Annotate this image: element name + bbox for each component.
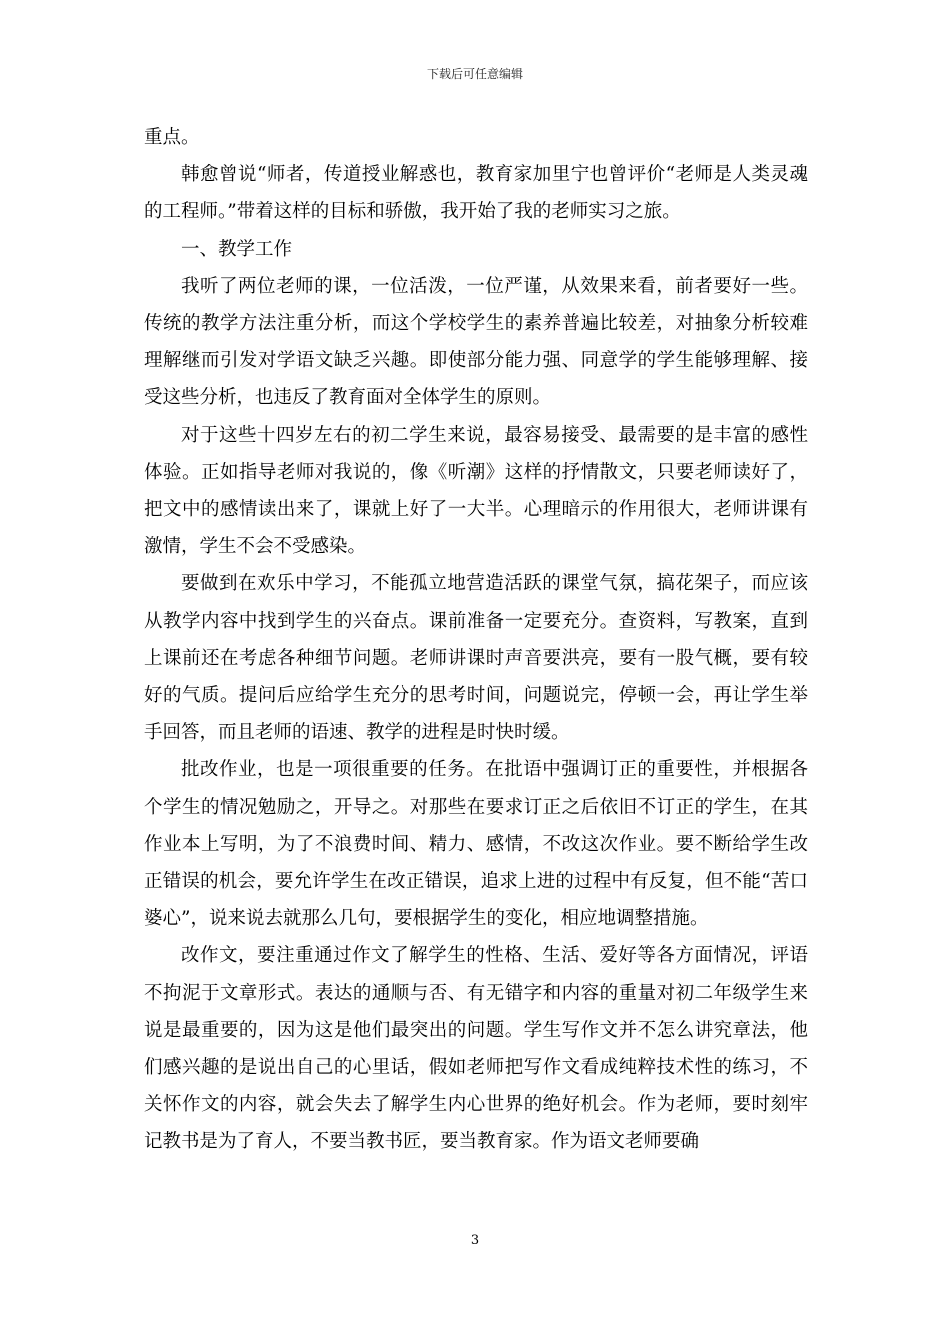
paragraph: 改作文，要注重通过作文了解学生的性格、生活、爱好等各方面情况，评语不拘泥于文章形式。表达的通顺与否、有无错字和内容的重量对初二年级学生来说是最重要的，因为这是他们最突出的问题。学生写作文并不怎么讲究章法，他们感兴趣的是说出自己的心里话，假如老师把写作文看成纯粹技术性的练习，不关怀作文的内容，就会失去了解学生内心世界的绝好机会。作为老师，要时刻牢记教书是为了育人，不要当教书匠，要当教育家。作为语文老师要确 bbox=[144, 945, 808, 1153]
paragraph: 我听了两位老师的课，一位活泼，一位严谨，从效果来看，前者要好一些。传统的教学方法注重分析，而这个学校学生的素养普遍比较差，对抽象分析较难理解继而引发对学语文缺乏兴趣。即使部分能力强、同意学的学生能够理解、接受这些分析，也违反了教育面对全体学生的原则。 bbox=[144, 275, 808, 409]
page-number: 3 bbox=[470, 1233, 480, 1248]
paragraph: 韩愈曾说“师者，传道授业解惑也，教育家加里宁也曾评价“老师是人类灵魂的工程师。”带着这样的目标和骄傲，我开始了我的老师实习之旅。 bbox=[144, 164, 808, 223]
paragraph: 要做到在欢乐中学习，不能孤立地营造活跃的课堂气氛，搞花架子，而应该从教学内容中找到学生的兴奋点。课前准备一定要充分。查资料，写教案，直到上课前还在考虑各种细节问题。老师讲课时声音要洪亮，要有一股气概，要有较好的气质。提问后应给学生充分的思考时间，问题说完，停顿一会，再让学生举手回答，而且老师的语速、教学的进程是时快时缓。 bbox=[144, 573, 808, 744]
page-header: 下载后可任意编辑 bbox=[426, 67, 523, 81]
paragraph: 重点。 bbox=[144, 127, 200, 148]
body-text bbox=[144, 119, 808, 1161]
paragraph: 对于这些十四岁左右的初二学生来说，最容易接受、最需要的是丰富的感性体验。正如指导老师对我说的，像《听潮》这样的抒情散文，只要老师读好了，把文中的感情读出来了，课就上好了一大半。心理暗示的作用很大，老师讲课有激情，学生不会不受感染。 bbox=[144, 424, 808, 558]
section-heading: 一、教学工作 bbox=[181, 238, 293, 260]
paragraph: 批改作业，也是一项很重要的任务。在批语中强调订正的重要性，并根据各个学生的情况勉励之，开导之。对那些在要求订正之后依旧不订正的学生，在其作业本上写明，为了不浪费时间、精力、感情，不改这次作业。要不断给学生改正错误的机会，要允许学生在改正错误，追求上进的过程中有反复，但不能“苦口婆心”，说来说去就那么几句，要根据学生的变化，相应地调整措施。 bbox=[144, 759, 808, 930]
